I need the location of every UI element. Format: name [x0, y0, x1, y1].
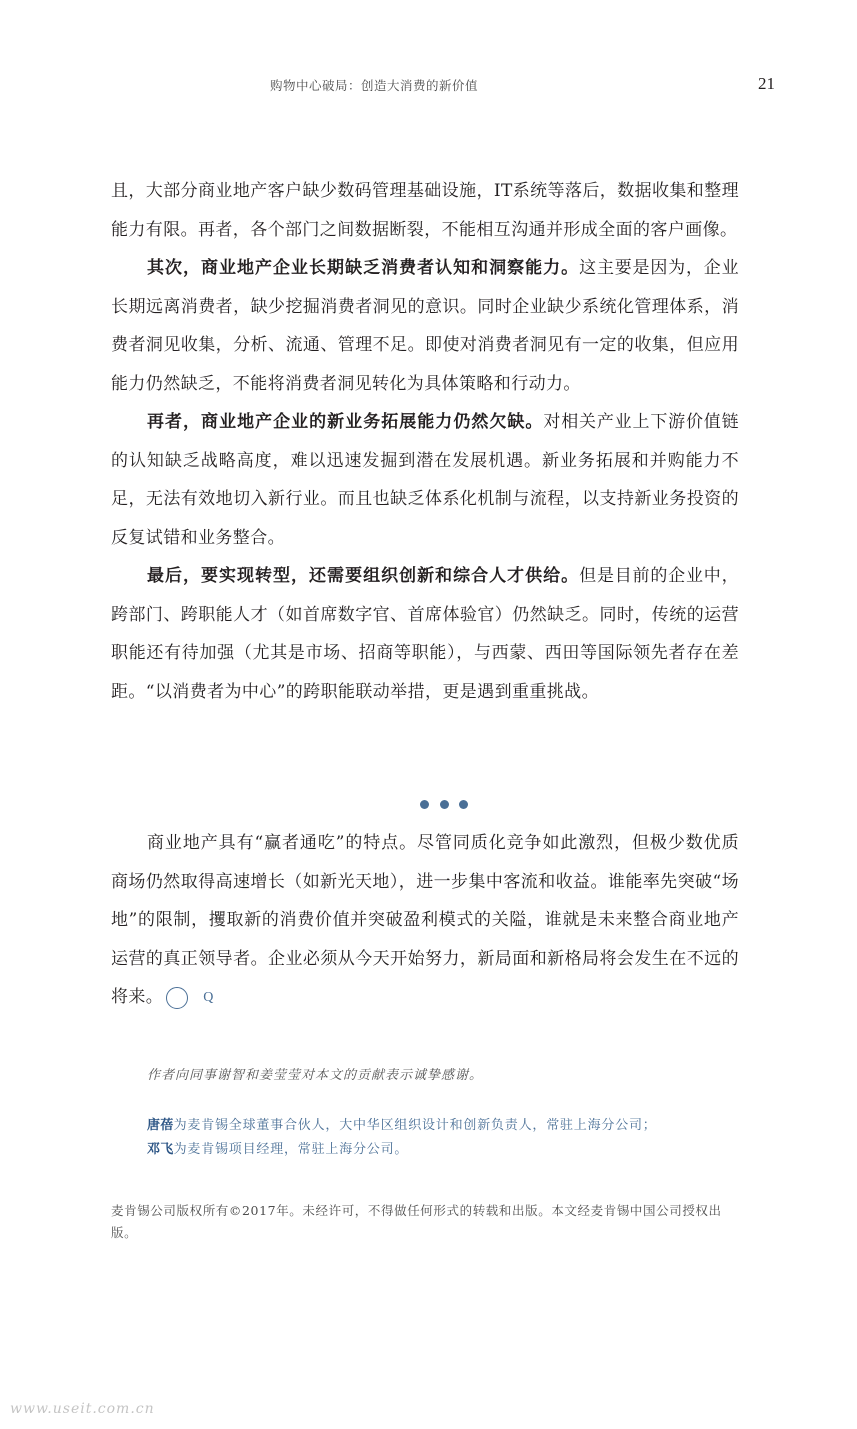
- author-bio: [147, 1114, 747, 1138]
- lead-consumer-insight: 其次，商业地产企业长期缺乏消费者认知和洞察能力。: [147, 258, 580, 278]
- paragraph-data-infrastructure: 且，大部分商业地产客户缺少数码管理基础设施，IT系统等落后，数据收集和整理能力有限。再者，各个部门之间数据断裂，不能相互沟通并形成全面的客户画像。: [111, 181, 739, 240]
- page-number: 21: [758, 74, 775, 93]
- paragraph-talent-supply: [111, 557, 739, 711]
- author-name: 邓飞: [147, 1142, 174, 1157]
- lead-business-expansion: 再者，商业地产企业的新业务拓展能力仍然欠缺。: [147, 412, 544, 432]
- running-header: [0, 76, 857, 96]
- acknowledgement: 作者向同事谢智和姜莹莹对本文的贡献表示诚挚感谢。: [147, 1068, 484, 1083]
- article-body: [111, 172, 739, 711]
- text-business-expansion: 对相关产业上下游价值链的认知缺乏战略高度，难以迅速发掘到潜在发展机遇。新业务拓展和并购能力不足，无法有效地切入新行业。而且也缺乏体系化机制与流程，以支持新业务投资的反复试错和业务整合。: [111, 412, 739, 548]
- text-talent-supply: 但是目前的企业中，跨部门、跨职能人才（如首席数字官、首席体验官）仍然缺乏。同时，传统的运营职能还有待加强（尤其是市场、招商等职能），与西蒙、西田等国际领先者存在差距。“以消费者为中心”的跨职能联动举措，更是遇到重重挑战。: [111, 566, 739, 702]
- text-consumer-insight: 这主要是因为，企业长期远离消费者，缺少挖掘消费者洞见的意识。同时企业缺少系统化管理体系，消费者洞见收集，分析、流通、管理不足。即使对消费者洞见有一定的收集，但应用能力仍然缺乏，不能将消费者洞见转化为具体策略和行动力。: [111, 258, 739, 394]
- dots-separator-icon: [420, 797, 468, 811]
- separator-dot: [420, 800, 429, 809]
- closing-paragraph: [111, 824, 739, 1017]
- lead-talent-supply: 最后，要实现转型，还需要组织创新和综合人才供给。: [147, 566, 580, 586]
- author-bio: [147, 1138, 747, 1162]
- circled-q-end-icon: Q: [166, 987, 188, 1009]
- closing-section: [111, 824, 739, 1017]
- paragraph-business-expansion: [111, 403, 739, 557]
- running-header-title: 购物中心破局：创造大消费的新价值: [270, 78, 479, 93]
- separator-dot: [459, 800, 468, 809]
- site-watermark: www.useit.com.cn: [10, 1401, 155, 1417]
- closing-text: 商业地产具有“赢者通吃”的特点。尽管同质化竞争如此激烈，但极少数优质商场仍然取得高速增长（如新光天地），进一步集中客流和收益。谁能率先突破“场地”的限制，攫取新的消费价值并突破盈利模式的关隘，谁就是未来整合商业地产运营的真正领导者。企业必须从今天开始努力，新局面和新格局将会发生在不远的将来。: [111, 833, 739, 1007]
- paragraph-consumer-insight: [111, 249, 739, 403]
- author-bios: [147, 1114, 747, 1162]
- author-name: 唐蓓: [147, 1118, 174, 1133]
- separator-dot: [440, 800, 449, 809]
- author-description: 为麦肯锡项目经理，常驻上海分公司。: [173, 1142, 409, 1157]
- copyright-notice: 麦肯锡公司版权所有©2017年。未经许可，不得做任何形式的转载和出版。本文经麦肯锡中国公司授权出版。: [111, 1203, 722, 1240]
- author-description: 为麦肯锡全球董事合伙人，大中华区组织设计和创新负责人，常驻上海分公司；: [173, 1118, 657, 1133]
